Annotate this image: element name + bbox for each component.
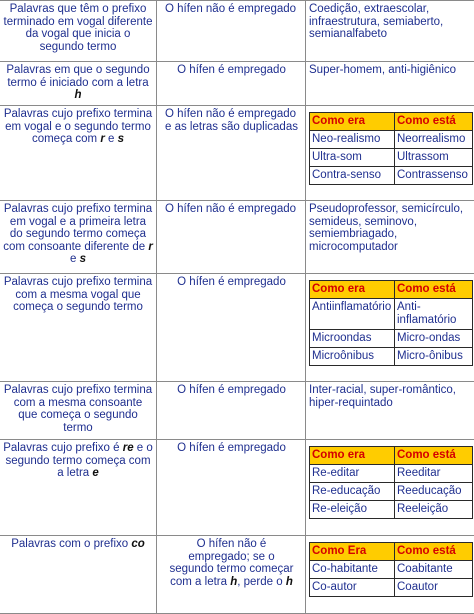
examples-row xyxy=(310,167,473,185)
rule-text-part: Palavras cujo prefixo termina em vogal e a primeira letra do segundo termo começa com consoante diferente de xyxy=(3,203,153,253)
old-spelling: Re-editar xyxy=(310,465,395,483)
examples-table xyxy=(309,542,473,597)
rule-key-letter: s xyxy=(117,133,125,146)
rule-row xyxy=(0,62,474,106)
usage-cell xyxy=(157,440,306,535)
rule-text: Palavras que têm o prefixo terminado em vogal diferente da vogal que inicia o segundo termo xyxy=(3,3,153,53)
usage-cell xyxy=(157,536,306,614)
rule-text-part: , perde o xyxy=(237,575,286,588)
examples-row xyxy=(310,483,473,501)
new-spelling: Contrassenso xyxy=(395,167,473,185)
usage-text: O hífen não é empregado e as letras são duplicadas xyxy=(165,108,298,133)
old-spelling: Microondas xyxy=(310,330,395,348)
rule-row xyxy=(0,274,474,382)
new-spelling: Anti-inflamatório xyxy=(395,299,473,330)
usage-text: O hífen é empregado xyxy=(177,64,286,76)
examples-row xyxy=(310,149,473,167)
old-spelling: Neo-realismo xyxy=(310,131,395,149)
rule-text xyxy=(3,442,153,480)
new-spelling: Neorrealismo xyxy=(395,131,473,149)
examples-cell xyxy=(306,382,474,439)
examples-row xyxy=(310,465,473,483)
usage-cell xyxy=(157,1,306,61)
rule-row xyxy=(0,201,474,274)
rule-key-letter: re xyxy=(122,442,134,454)
rule-key-letter: h xyxy=(74,89,82,102)
examples-text: Inter-racial, super-romântico, hiper-requintado xyxy=(309,384,456,409)
usage-text: O hífen é empregado xyxy=(177,442,286,454)
examples-row xyxy=(310,131,473,149)
rule-key-letter: e xyxy=(92,467,99,480)
examples-cell xyxy=(306,536,474,614)
new-spelling: Coabitante xyxy=(395,561,473,579)
examples-cell xyxy=(306,440,474,535)
rule-text: Palavras cujo prefixo termina com a mesma consoante que começa o segundo termo xyxy=(3,384,153,434)
rule-cell xyxy=(0,62,157,105)
rule-row xyxy=(0,382,474,440)
rule-text-part: e xyxy=(70,253,80,266)
rule-cell xyxy=(0,440,157,535)
rule-cell xyxy=(0,536,157,614)
examples-row xyxy=(310,579,473,597)
header-como-esta: Como está xyxy=(395,543,473,561)
examples-table xyxy=(309,112,473,185)
rule-text-part: e xyxy=(104,133,118,146)
usage-cell xyxy=(157,274,306,381)
old-spelling: Ultra-som xyxy=(310,149,395,167)
examples-table xyxy=(309,446,473,519)
rule-cell xyxy=(0,1,157,61)
examples-row xyxy=(310,561,473,579)
rule-key-letter: s xyxy=(79,253,86,266)
examples-table xyxy=(309,280,473,366)
rule-text-part: Palavras em que o segundo termo é iniciado com a letra xyxy=(6,64,150,89)
new-spelling: Reeditar xyxy=(395,465,473,483)
new-spelling: Coautor xyxy=(395,579,473,597)
examples-row xyxy=(310,501,473,519)
rule-key-letter: h xyxy=(285,575,293,588)
examples-cell xyxy=(306,1,474,61)
examples-cell xyxy=(306,274,474,381)
rule-text: Palavras cujo prefixo termina com a mesma vogal que começa o segundo termo xyxy=(3,276,153,314)
examples-header-row xyxy=(310,281,473,299)
rule-row xyxy=(0,440,474,536)
old-spelling: Re-eleição xyxy=(310,501,395,519)
old-spelling: Co-autor xyxy=(310,579,395,597)
examples-header-row xyxy=(310,113,473,131)
rule-cell xyxy=(0,382,157,439)
examples-cell xyxy=(306,201,474,273)
header-como-era: Como era xyxy=(310,113,395,131)
examples-text: Pseudoprofessor, semicírculo, semideus, seminovo, semiembriagado, microcomputador xyxy=(309,203,464,253)
examples-cell xyxy=(306,62,474,105)
examples-row xyxy=(310,348,473,366)
usage-text: O hífen é empregado xyxy=(177,276,286,288)
header-como-era: Como Era xyxy=(310,543,395,561)
rule-text-part: O hífen não é empregado; se o segundo termo começar com a letra xyxy=(169,538,294,588)
rule-row xyxy=(0,536,474,614)
rule-text xyxy=(3,64,153,102)
old-spelling: Microônibus xyxy=(310,348,395,366)
rule-key-letter: r xyxy=(148,240,153,253)
rule-key-letter: r xyxy=(100,133,105,146)
rule-cell xyxy=(0,201,157,273)
rule-cell xyxy=(0,274,157,381)
new-spelling: Reeducação xyxy=(395,483,473,501)
usage-text: O hífen não é empregado xyxy=(165,3,297,15)
usage-text xyxy=(165,538,302,588)
usage-cell xyxy=(157,201,306,273)
new-spelling: Reeleição xyxy=(395,501,473,519)
usage-text: O hífen é empregado xyxy=(177,384,286,396)
usage-cell xyxy=(157,382,306,439)
rule-text-part: e o segundo termo começa com a letra xyxy=(5,442,153,480)
rule-row xyxy=(0,106,474,201)
examples-row xyxy=(310,299,473,330)
new-spelling: Micro-ondas xyxy=(395,330,473,348)
rule-text xyxy=(3,108,153,146)
usage-cell xyxy=(157,62,306,105)
header-como-esta: Como está xyxy=(395,447,473,465)
rule-key-letter: h xyxy=(230,575,238,588)
old-spelling: Contra-senso xyxy=(310,167,395,185)
rule-text xyxy=(3,538,153,551)
rule-cell xyxy=(0,106,157,200)
new-spelling: Micro-ônibus xyxy=(395,348,473,366)
old-spelling: Co-habitante xyxy=(310,561,395,579)
header-como-esta: Como está xyxy=(395,281,473,299)
rule-text-part: Palavras com o prefixo xyxy=(11,538,132,550)
examples-header-row xyxy=(310,447,473,465)
rule-row xyxy=(0,1,474,62)
rule-text-part: Palavras cujo prefixo é xyxy=(3,442,123,454)
old-spelling: Antiinflamatório xyxy=(310,299,395,330)
rule-text xyxy=(3,203,153,266)
header-como-era: Como era xyxy=(310,281,395,299)
examples-row xyxy=(310,330,473,348)
examples-header-row xyxy=(310,543,473,561)
new-spelling: Ultrassom xyxy=(395,149,473,167)
header-como-esta: Como está xyxy=(395,113,473,131)
usage-text: O hífen não é empregado xyxy=(165,203,297,215)
rule-key-letter: co xyxy=(131,538,145,550)
header-como-era: Como era xyxy=(310,447,395,465)
usage-cell xyxy=(157,106,306,200)
old-spelling: Re-educação xyxy=(310,483,395,501)
rule-text-part: Palavras cujo prefixo termina em vogal e o segundo termo começa com xyxy=(3,108,153,146)
examples-cell xyxy=(306,106,474,200)
examples-text: Super-homem, anti-higiênico xyxy=(309,64,457,76)
examples-text: Coedição, extraescolar, infraestrutura, semiaberto, semianalfabeto xyxy=(309,3,444,41)
